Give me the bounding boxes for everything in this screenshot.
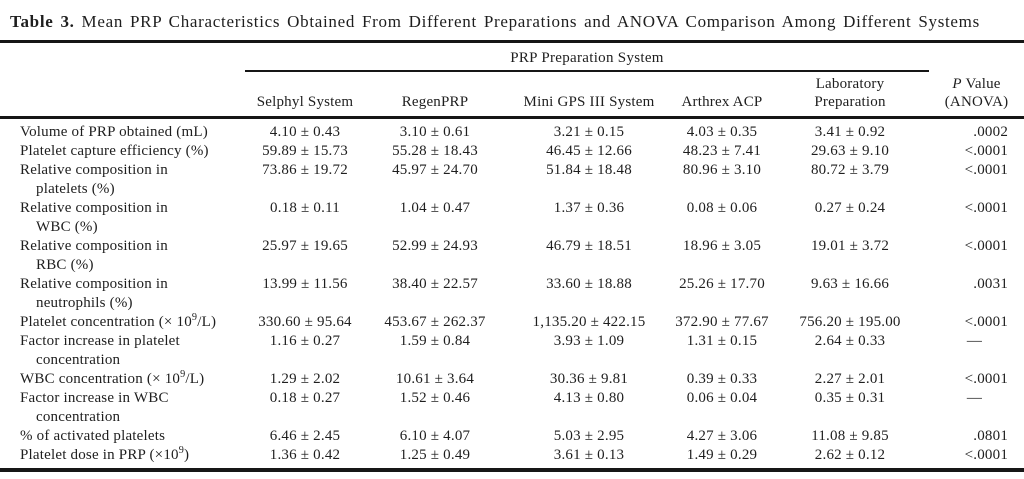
cell-laboratory: 29.63 ± 9.10 xyxy=(810,143,890,159)
cell-selphyl: 13.99 ± 11.56 xyxy=(262,276,348,292)
col-header-arthrex-label: Arthrex ACP xyxy=(681,94,763,110)
cell-pvalue: <.0001 xyxy=(964,200,1009,216)
row-label xyxy=(0,370,245,389)
cell-selphyl: 25.97 ± 19.65 xyxy=(262,238,348,254)
table-row-volume xyxy=(0,118,1024,143)
row-label xyxy=(0,313,245,332)
cell-minigps: 4.13 ± 0.80 xyxy=(553,390,625,406)
cell-minigps: 3.21 ± 0.15 xyxy=(553,124,625,140)
col-header-selphyl-label: Selphyl System xyxy=(256,94,354,110)
row-label xyxy=(0,118,245,143)
cell-laboratory: 19.01 ± 3.72 xyxy=(810,238,890,254)
cell-pvalue: <.0001 xyxy=(964,371,1009,387)
cell-minigps: 46.79 ± 18.51 xyxy=(546,238,632,254)
cell-arthrex: 48.23 ± 7.41 xyxy=(682,143,762,159)
cell-minigps: 46.45 ± 12.66 xyxy=(546,143,632,159)
cell-arthrex: 4.27 ± 3.06 xyxy=(686,428,758,444)
row-label-line1: Factor increase in platelet xyxy=(20,333,180,349)
cell-arthrex: 1.31 ± 0.15 xyxy=(686,333,758,349)
row-label-line2: neutrophils (%) xyxy=(36,295,133,311)
cell-selphyl: 0.18 ± 0.11 xyxy=(270,200,340,216)
pvalue-italic-p: P xyxy=(952,76,962,92)
row-label xyxy=(0,142,245,161)
cell-pvalue: <.0001 xyxy=(964,162,1009,178)
pvalue-rest: Value xyxy=(961,76,1001,92)
cell-selphyl: 6.46 ± 2.45 xyxy=(269,428,341,444)
row-label-line1: Relative composition in xyxy=(20,162,168,178)
cell-laboratory: 0.35 ± 0.31 xyxy=(814,390,886,406)
table-row-activated-platelets xyxy=(0,427,1024,446)
cell-arthrex: 80.96 ± 3.10 xyxy=(682,162,762,178)
row-label xyxy=(0,275,245,313)
table-row-factor-increase-platelet xyxy=(0,332,1024,370)
row-label-line1: Relative composition in xyxy=(20,238,168,254)
cell-regenprp: 55.28 ± 18.43 xyxy=(392,143,478,159)
cell-minigps: 1.37 ± 0.36 xyxy=(553,200,625,216)
cell-arthrex: 18.96 ± 3.05 xyxy=(682,238,762,254)
cell-selphyl: 0.18 ± 0.27 xyxy=(269,390,341,406)
column-group-header-label: PRP Preparation System xyxy=(510,50,664,66)
row-label-line1: Platelet concentration (× $10^9/L$) xyxy=(20,312,217,330)
table-row-composition-neutrophils xyxy=(0,275,1024,313)
cell-selphyl: 1.36 ± 0.42 xyxy=(245,446,365,470)
cell-regenprp: 3.10 ± 0.61 xyxy=(399,124,471,140)
cell-pvalue: — xyxy=(966,390,983,406)
cell-laboratory: 0.27 ± 0.24 xyxy=(814,200,886,216)
cell-laboratory: 11.08 ± 9.85 xyxy=(811,428,889,444)
table-caption-number: Table 3. xyxy=(10,12,75,31)
cell-regenprp: 10.61 ± 3.64 xyxy=(395,371,475,387)
cell-regenprp: 1.59 ± 0.84 xyxy=(399,333,471,349)
cell-pvalue: <.0001 xyxy=(929,446,1024,470)
col-header-pvalue-line2: (ANOVA) xyxy=(944,94,1009,110)
cell-laboratory: 9.63 ± 16.66 xyxy=(810,276,890,292)
col-header-characteristic xyxy=(0,71,245,118)
col-header-laboratory-line2: Preparation xyxy=(814,94,886,110)
cell-selphyl: 1.29 ± 2.02 xyxy=(269,371,341,387)
row-label-line2: WBC (%) xyxy=(36,219,98,235)
cell-minigps: 3.93 ± 1.09 xyxy=(553,333,625,349)
row-label-line1: Factor increase in WBC xyxy=(20,390,169,406)
spanner-row xyxy=(0,42,1024,72)
cell-regenprp: 45.97 ± 24.70 xyxy=(392,162,478,178)
col-header-selphyl xyxy=(245,71,365,118)
row-label-line1: Platelet capture efficiency (%) xyxy=(20,143,209,159)
cell-regenprp: 1.04 ± 0.47 xyxy=(399,200,471,216)
col-header-minigps-label: Mini GPS III System xyxy=(523,94,655,110)
cell-laboratory: 2.62 ± 0.12 xyxy=(771,446,929,470)
cell-minigps: 1,135.20 ± 422.15 xyxy=(532,314,646,330)
cell-regenprp: 1.25 ± 0.49 xyxy=(365,446,505,470)
col-header-pvalue xyxy=(929,71,1024,118)
row-label-line1: WBC concentration (× $10^9/L$) xyxy=(20,369,205,387)
cell-pvalue: <.0001 xyxy=(964,238,1009,254)
cell-arthrex: 1.49 ± 0.29 xyxy=(673,446,771,470)
row-label-line1: % of activated platelets xyxy=(20,428,166,444)
table-row-platelet-concentration xyxy=(0,313,1024,332)
table-row-composition-wbc xyxy=(0,199,1024,237)
col-header-laboratory xyxy=(771,71,929,118)
col-header-regenprp xyxy=(365,71,505,118)
table-row-platelet-dose xyxy=(0,446,1024,470)
cell-arthrex: 0.08 ± 0.06 xyxy=(686,200,758,216)
col-header-regenprp-label: RegenPRP xyxy=(401,94,469,110)
row-label-line2: concentration xyxy=(36,409,121,425)
cell-minigps: 5.03 ± 2.95 xyxy=(553,428,625,444)
cell-pvalue: <.0001 xyxy=(964,143,1009,159)
cell-laboratory: 2.27 ± 2.01 xyxy=(814,371,886,387)
table-row-composition-rbc xyxy=(0,237,1024,275)
column-header-row xyxy=(0,71,1024,118)
cell-minigps: 33.60 ± 18.88 xyxy=(546,276,632,292)
col-header-pvalue-line1 xyxy=(929,75,1024,93)
cell-arthrex: 372.90 ± 77.67 xyxy=(675,314,769,330)
cell-pvalue: .0801 xyxy=(973,428,1009,444)
table-caption-text: Mean PRP Characteristics Obtained From Different Preparations and ANOVA Comparison Among Different Systems xyxy=(74,12,980,31)
spanner-gap-right xyxy=(929,42,1024,72)
row-label xyxy=(0,237,245,275)
cell-pvalue: .0002 xyxy=(973,124,1009,140)
cell-minigps: 51.84 ± 18.48 xyxy=(546,162,632,178)
cell-selphyl: 330.60 ± 95.64 xyxy=(258,314,352,330)
row-label-line1: Volume of PRP obtained (mL) xyxy=(20,124,208,140)
cell-arthrex: 0.39 ± 0.33 xyxy=(686,371,758,387)
col-header-arthrex xyxy=(673,71,771,118)
cell-arthrex: 4.03 ± 0.35 xyxy=(686,124,758,140)
cell-laboratory: 3.41 ± 0.92 xyxy=(814,124,886,140)
cell-regenprp: 6.10 ± 4.07 xyxy=(399,428,471,444)
col-header-minigps xyxy=(505,71,673,118)
cell-selphyl: 4.10 ± 0.43 xyxy=(269,124,341,140)
row-label xyxy=(0,199,245,237)
row-label xyxy=(0,332,245,370)
spanner-gap-left xyxy=(0,42,245,72)
cell-minigps: 30.36 ± 9.81 xyxy=(549,371,629,387)
row-label-line1: Relative composition in xyxy=(20,276,168,292)
cell-regenprp: 1.52 ± 0.46 xyxy=(399,390,471,406)
cell-pvalue: — xyxy=(966,333,983,349)
row-label xyxy=(0,446,245,470)
column-group-header xyxy=(245,42,929,72)
prp-characteristics-table xyxy=(0,40,1024,472)
cell-regenprp: 52.99 ± 24.93 xyxy=(392,238,478,254)
row-label-line2: RBC (%) xyxy=(36,257,94,273)
row-label xyxy=(0,161,245,199)
table-row-factor-increase-wbc xyxy=(0,389,1024,427)
cell-selphyl: 73.86 ± 19.72 xyxy=(262,162,348,178)
row-label xyxy=(0,427,245,446)
cell-arthrex: 25.26 ± 17.70 xyxy=(679,276,765,292)
cell-pvalue: <.0001 xyxy=(964,314,1009,330)
cell-minigps: 3.61 ± 0.13 xyxy=(505,446,673,470)
cell-laboratory: 756.20 ± 195.00 xyxy=(799,314,901,330)
cell-pvalue: .0031 xyxy=(973,276,1009,292)
row-label-line1: Relative composition in xyxy=(20,200,168,216)
cell-regenprp: 453.67 ± 262.37 xyxy=(384,314,486,330)
cell-selphyl: 1.16 ± 0.27 xyxy=(269,333,341,349)
col-header-laboratory-line1: Laboratory xyxy=(815,76,885,92)
cell-regenprp: 38.40 ± 22.57 xyxy=(392,276,478,292)
cell-laboratory: 80.72 ± 3.79 xyxy=(810,162,890,178)
table-caption xyxy=(0,9,1024,40)
row-label-line2: concentration xyxy=(36,352,121,368)
table-row-capture-efficiency xyxy=(0,142,1024,161)
table-row-wbc-concentration xyxy=(0,370,1024,389)
row-label-line1: Platelet dose in PRP $(\times 10^9)$ xyxy=(20,445,190,463)
cell-selphyl: 59.89 ± 15.73 xyxy=(262,143,348,159)
table-row-composition-platelets xyxy=(0,161,1024,199)
row-label xyxy=(0,389,245,427)
cell-laboratory: 2.64 ± 0.33 xyxy=(814,333,886,349)
cell-arthrex: 0.06 ± 0.04 xyxy=(686,390,758,406)
row-label-line2: platelets (%) xyxy=(36,181,115,197)
